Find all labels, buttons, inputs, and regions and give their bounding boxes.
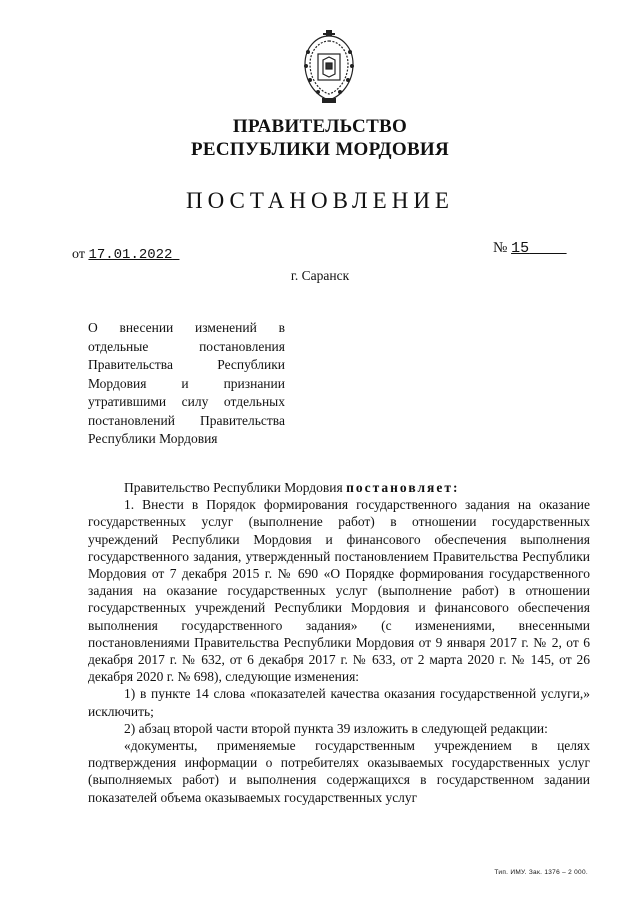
- paragraph-4: «документы, применяемые государственным учреждением в целях подтверждения информации о потребителях оказываемых государственных услуг (выполняемых работ) и выполнения содержащихся в государственном задании показателей объема оказываемых государственных услуг: [88, 738, 590, 805]
- paragraph-2: 1) в пункте 14 слова «показателей качества оказания государственной услуги,» исключить;: [88, 686, 590, 719]
- intro-text: Правительство Республики Мордовия: [124, 480, 343, 495]
- date-value: 17.01.2022: [88, 247, 173, 263]
- date-prefix: от: [72, 247, 85, 262]
- coat-of-arms-emblem: [298, 30, 360, 106]
- document-subject: О внесении изменений в отдельные постановления Правительства Республики Мордовия и признании утратившими силу отдельных постановлений Правительства Республики Мордовия: [88, 320, 285, 446]
- print-footer: Тип. ИМУ. Зак. 1376 – 2 000.: [494, 869, 588, 876]
- paragraph-3: 2) абзац второй части второй пункта 39 изложить в следующей редакции:: [124, 720, 548, 736]
- intro-resolves: постановляет:: [346, 480, 460, 495]
- document-date: [72, 247, 179, 263]
- org-name-line2: РЕСПУБЛИКИ МОРДОВИЯ: [190, 139, 450, 160]
- document-type-title: ПОСТАНОВЛЕНИЕ: [186, 188, 454, 213]
- city-name: г. Саранск: [290, 268, 350, 283]
- number-prefix: №: [493, 240, 508, 256]
- org-name-line1: ПРАВИТЕЛЬСТВО: [232, 116, 408, 137]
- paragraph-1: 1. Внести в Порядок формирования государственного задания на оказание государственных услуг (выполнение работ) в отношении государственных учреждений Республики Мордовия и финансового обеспечения выполнения государственного задания, утвержденный постановлением Правительства Республики Мордовия от 7 декабря 2015 г. № 690 «О Порядке формирования государственного задания на оказание государственных услуг (выполнение работ) в отношении государственных учреждений Республики Мордовия и финансового обеспечения выполнения государственного задания» (с изменениями, внесенными постановлениями Правительства Республики Мордовия от 9 января 2017 г. № 2, от 6 декабря 2017 г. № 632, от 6 декабря 2017 г. № 633, от 2 марта 2020 г. № 145, от 26 декабря 2020 г. № 698), следующие изменения:: [88, 497, 590, 685]
- document-body: [88, 479, 590, 806]
- document-number: [493, 240, 567, 257]
- number-value: 15: [511, 240, 530, 257]
- intro-paragraph: [88, 479, 590, 496]
